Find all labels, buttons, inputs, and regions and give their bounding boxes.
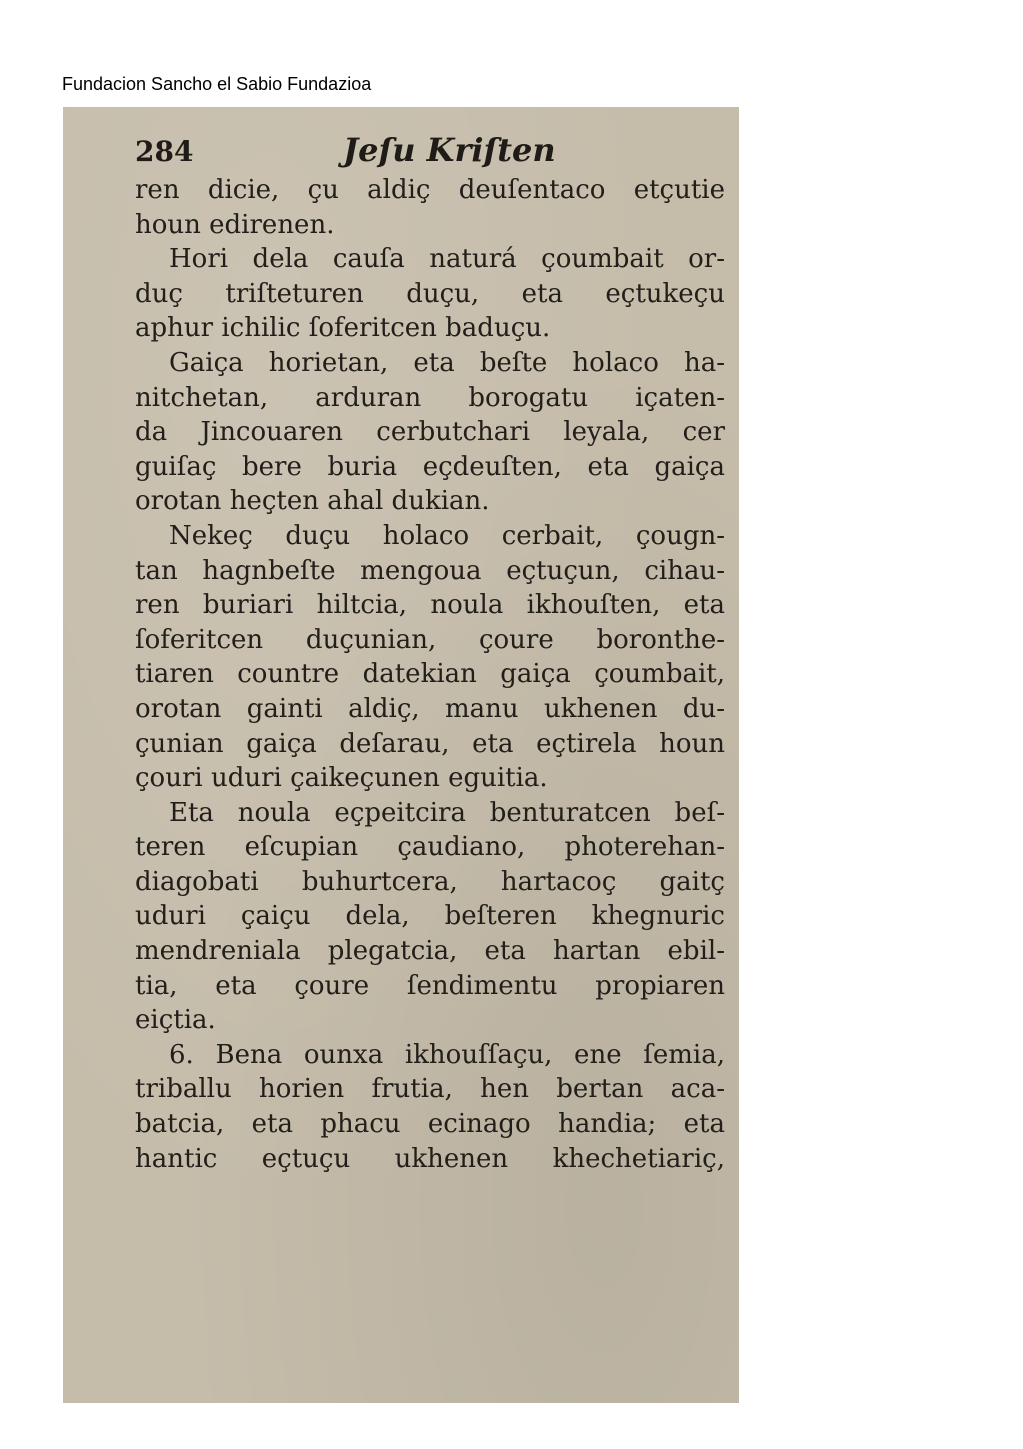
text-line: uduri çaiçu dela, beſteren khegnuric (135, 901, 725, 932)
running-head (135, 131, 655, 177)
text-line: ren buriari hiltcia, noula ikhouſten, eta (135, 590, 725, 621)
text-line: batcia, eta phacu ecinago handia; eta (135, 1109, 725, 1140)
text-line: 6. Bena ounxa ikhouſſaçu, ene ſemia, (169, 1039, 725, 1070)
text-line: triballu horien frutia, hen bertan aca- (135, 1074, 725, 1105)
text-line: çunian gaiça deſarau, eta eçtirela houn (135, 728, 725, 759)
text-line: teren eſcupian çaudiano, photerehan- (135, 832, 725, 863)
text-line: aphur ichilic ſoferitcen baduçu. (135, 313, 551, 344)
text-line: duç triſteturen duçu, eta eçtukeçu (135, 278, 725, 309)
text-line: orotan heçten ahal dukian. (135, 486, 490, 517)
text-line: Hori dela cauſa naturá çoumbait or- (169, 244, 725, 275)
text-line: tiaren countre datekian gaiça çoumbait, (135, 659, 725, 690)
page-number: 284 (135, 135, 194, 168)
text-line: Eta noula eçpeitcira benturatcen beſ- (169, 797, 725, 828)
running-title: Jeſu Kriſten (343, 131, 556, 169)
text-line: tia, eta çoure ſendimentu propiaren (135, 970, 725, 1001)
text-line: Nekeç duçu holaco cerbait, çougn- (169, 520, 725, 551)
text-line: ſoferitcen duçunian, çoure boronthe- (135, 624, 725, 655)
text-line: tan hagnbeſte mengoua eçtuçun, cihau- (135, 555, 725, 586)
text-line: Gaiça horietan, eta beſte holaco ha- (169, 347, 725, 378)
text-line: diagobati buhurtcera, hartacoç gaitç (135, 866, 725, 897)
text-line: mendreniala plegatcia, eta hartan ebil- (135, 936, 725, 967)
text-line: eiçtia. (135, 1005, 216, 1036)
text-line: hantic eçtuçu ukhenen khechetiariç, (135, 1143, 725, 1174)
text-block (135, 173, 725, 1176)
text-line: nitchetan, arduran borogatu içaten- (135, 382, 725, 413)
text-line: orotan gainti aldiç, manu ukhenen du- (135, 693, 725, 724)
scanned-page (63, 107, 739, 1403)
text-line: da Jincouaren cerbutchari leyala, cer (135, 417, 725, 448)
source-header: Fundacion Sancho el Sabio Fundazioa (62, 74, 372, 94)
text-line: çouri uduri çaikeçunen eguitia. (135, 763, 548, 794)
text-line: guiſaç bere buria eçdeuſten, eta gaiça (135, 451, 725, 482)
text-line: houn edirenen. (135, 209, 335, 240)
text-line: ren dicie, çu aldiç deuſentaco etçutie (135, 175, 725, 205)
